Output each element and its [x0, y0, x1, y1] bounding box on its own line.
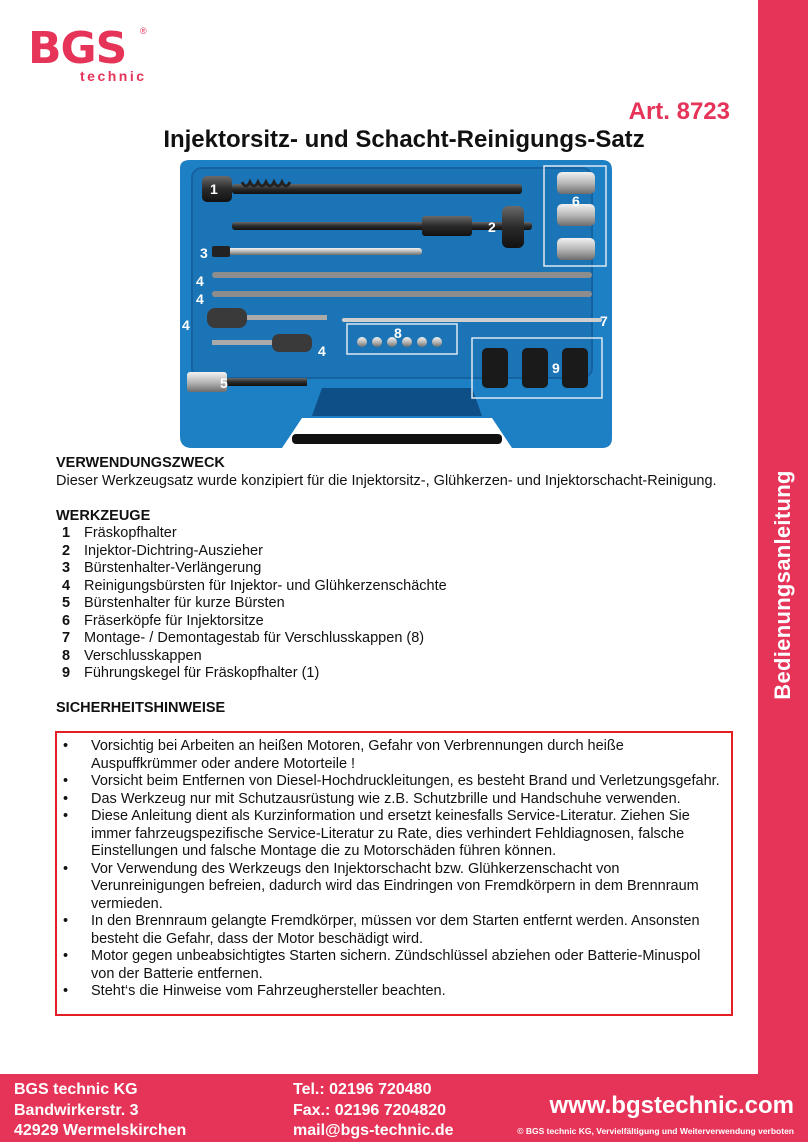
tool-item — [56, 630, 746, 648]
footer-company: BGS technic KG — [14, 1081, 138, 1098]
tool-num: 3 — [62, 560, 71, 576]
photo-label-4d: 4 — [318, 343, 326, 359]
bullet-icon: • — [63, 773, 69, 789]
footer — [0, 1074, 808, 1142]
tool-item — [56, 525, 746, 543]
safety-text: Das Werkzeug nur mit Schutzausrüstung wie z.B. Schutzbrille und Handschuhe verwenden. — [91, 790, 681, 807]
safety-heading: SICHERHEITSHINWEISE — [56, 700, 226, 716]
bullet-icon: • — [63, 913, 69, 929]
brand-registered-mark: ® — [140, 26, 147, 36]
footer-city: 42929 Wermelskirchen — [14, 1122, 187, 1139]
bullet-icon: • — [63, 983, 69, 999]
safety-item — [63, 808, 723, 861]
photo-label-4b: 4 — [196, 291, 204, 307]
safety-text: Vor Verwendung des Werkzeugs den Injektorschacht bzw. Glühkerzenschacht von Verunreinigungen befreien, dadurch wird das Eindringen von Fremdkörpern in dem Brennraum vermieden. — [91, 860, 699, 912]
tool-label: Fräskopfhalter — [84, 525, 177, 541]
footer-contact — [293, 1080, 454, 1142]
product-photo — [172, 158, 620, 458]
article-number: Art. 8723 — [628, 98, 730, 125]
tool-item — [56, 578, 746, 596]
safety-item — [63, 948, 723, 983]
handle-grip — [292, 434, 502, 444]
footer-copyright: © BGS technic KG, Vervielfältigung und Weiterverwendung verboten — [517, 1126, 794, 1136]
tool-label: Verschlusskappen — [84, 647, 202, 664]
tool-num: 4 — [62, 577, 71, 594]
safety-item — [63, 913, 723, 948]
tool-label: Injektor-Dichtring-Auszieher — [84, 542, 263, 559]
tools-list — [56, 525, 746, 683]
tool-item — [56, 648, 746, 666]
tool-num: 1 — [62, 525, 71, 541]
safety-text: In den Brennraum gelangte Fremdkörper, müssen vor dem Starten entfernt werden. Ansonsten besteht die Gefahr, dass der Motor beschädigt wird. — [91, 913, 700, 947]
tool-num: 7 — [62, 630, 71, 646]
tool-item — [56, 595, 746, 613]
cutter-heads — [557, 172, 595, 260]
tool-item — [56, 543, 746, 561]
tool-num: 8 — [62, 647, 71, 664]
photo-label-4c: 4 — [182, 317, 190, 333]
safety-text: Vorsicht beim Entfernen von Diesel-Hochdruckleitungen, es besteht Brand und Verletzungsgefahr. — [91, 773, 720, 789]
footer-address — [14, 1080, 186, 1142]
safety-text: Steht‘s die Hinweise vom Fahrzeughersteller beachten. — [91, 983, 446, 999]
brand-name: BGS — [28, 23, 127, 74]
safety-item — [63, 983, 723, 1001]
brand-sub: technic — [80, 68, 147, 84]
footer-fax: Fax.: 02196 7204820 — [293, 1101, 447, 1119]
purpose-heading: VERWENDUNGSZWECK — [56, 455, 225, 471]
tool-num: 6 — [62, 612, 71, 629]
guide-cones — [482, 348, 588, 388]
tool-item — [56, 665, 746, 683]
photo-label-5: 5 — [220, 375, 228, 391]
safety-text: Diese Anleitung dient als Kurzinformation und ersetzt keinesfalls Service-Literatur. Ziehen Sie immer fahrzeugspezifische Service-Literatur zu Rate, dies verhindert Fehldiagnosen, falsche Einstellungen und falsche Montage die zu Motorschäden führen können. — [91, 808, 690, 859]
photo-label-9: 9 — [552, 360, 560, 376]
bullet-icon: • — [63, 808, 69, 824]
brand-logo — [28, 24, 158, 84]
photo-label-6: 6 — [572, 193, 580, 209]
photo-label-8: 8 — [394, 325, 402, 341]
tool-num: 9 — [62, 665, 71, 681]
tool-label: Führungskegel für Fräskopfhalter (1) — [84, 665, 320, 681]
tool-num: 5 — [62, 595, 71, 611]
footer-mail[interactable]: mail@bgs-technic.de — [293, 1122, 454, 1139]
tool-label: Bürstenhalter für kurze Bürsten — [84, 595, 285, 611]
tool-label: Reinigungsbürsten für Injektor- und Glühkerzenschächte — [84, 577, 447, 594]
tool-label: Fräserköpfe für Injektorsitze — [84, 612, 264, 629]
tool-label: Montage- / Demontagestab für Verschlusskappen (8) — [84, 630, 425, 646]
safety-item — [63, 773, 723, 791]
photo-label-1: 1 — [210, 181, 218, 197]
safety-text: Vorsichtig bei Arbeiten an heißen Motoren, Gefahr von Verbrennungen durch heiße Auspuffkrümmer oder andere Motorteile ! — [91, 738, 624, 772]
tools-heading: WERKZEUGE — [56, 507, 151, 524]
side-label: Bedienungsanleitung — [770, 470, 795, 700]
safety-item — [63, 791, 723, 809]
tool-item — [56, 560, 746, 578]
photo-label-4a: 4 — [196, 273, 204, 289]
footer-website[interactable]: www.bgstechnic.com — [549, 1092, 794, 1119]
bullet-icon: • — [63, 738, 69, 754]
photo-label-7: 7 — [600, 313, 608, 329]
safety-item — [63, 738, 723, 773]
photo-label-3: 3 — [200, 245, 208, 261]
bullet-icon: • — [63, 790, 69, 807]
tool-mounting-rod — [342, 318, 602, 322]
case-handle — [312, 388, 482, 416]
safety-text: Motor gegen unbeabsichtigtes Starten sichern. Zündschlüssel abziehen oder Batterie-Minuspol von der Batterie entfernen. — [91, 948, 701, 982]
footer-street: Bandwirkerstr. 3 — [14, 1101, 139, 1119]
bullet-icon: • — [63, 860, 69, 877]
photo-label-2: 2 — [488, 219, 496, 235]
safety-item — [63, 861, 723, 914]
footer-tel: Tel.: 02196 720480 — [293, 1081, 432, 1098]
tool-label: Bürstenhalter-Verlängerung — [84, 560, 262, 576]
tool-num: 2 — [62, 542, 71, 559]
tool-item — [56, 613, 746, 631]
safety-box — [55, 731, 733, 1016]
content — [56, 455, 746, 718]
page-title: Injektorsitz- und Schacht-Reinigungs-Satz — [163, 126, 645, 153]
bullet-icon: • — [63, 948, 69, 964]
purpose-text: Dieser Werkzeugsatz wurde konzipiert für die Injektorsitz-, Glühkerzen- und Injektorschacht-Reinigung. — [56, 472, 717, 489]
